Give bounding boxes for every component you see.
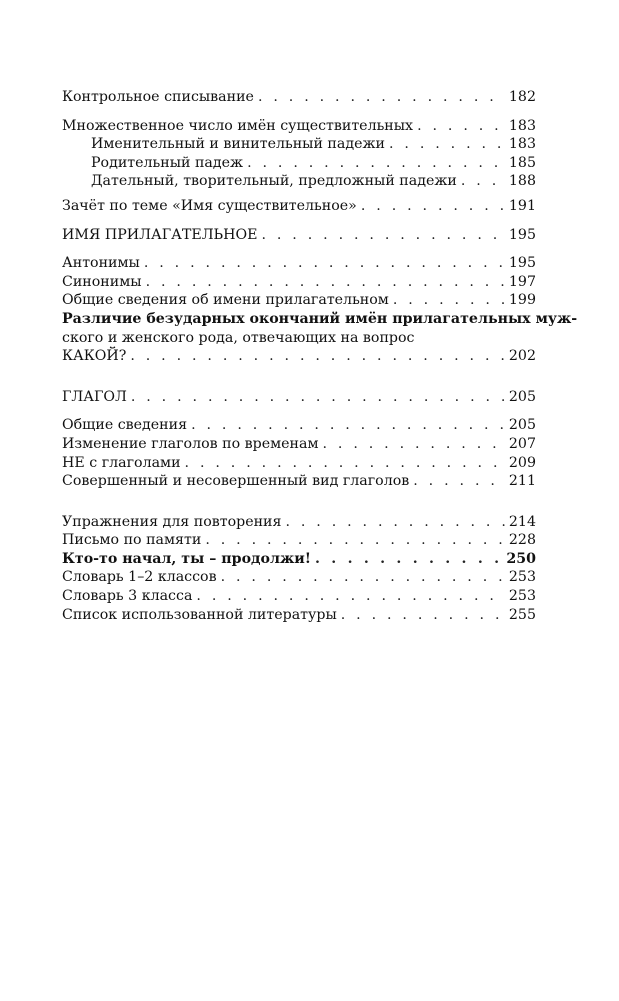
dot-leader (315, 550, 502, 569)
toc-entry-page: 191 (508, 197, 536, 214)
toc-entry[interactable] (62, 197, 536, 216)
toc-entry-page: 188 (508, 173, 536, 190)
toc-entry[interactable] (62, 531, 536, 550)
toc-section-heading[interactable] (62, 226, 536, 245)
toc-entry-title: Общие сведения об имени прилагательном (62, 292, 389, 309)
toc-entry-title: Синонимы (62, 273, 142, 290)
dot-leader (131, 388, 505, 407)
dot-leader (191, 416, 505, 435)
toc-entry-title: ГЛАГОЛ (62, 388, 127, 405)
toc-entry[interactable] (62, 472, 536, 491)
toc-entry-page: 211 (508, 473, 536, 490)
toc-entry[interactable] (62, 291, 536, 310)
toc-subentry[interactable] (62, 154, 536, 173)
dot-leader (185, 454, 505, 473)
toc-entry[interactable] (62, 513, 536, 532)
toc-entry[interactable] (62, 606, 536, 625)
toc-entry-title: Кто-то начал, ты – продолжи! (62, 550, 312, 567)
toc-entry[interactable] (62, 254, 536, 273)
toc-entry-page: 185 (508, 154, 536, 171)
toc-entry-multiline-cont (62, 329, 536, 348)
dot-leader (196, 587, 505, 606)
toc-entry-page: 183 (508, 117, 536, 134)
toc-entry-page: 228 (508, 532, 536, 549)
toc-entry-title: КАКОЙ? (62, 348, 127, 365)
dot-leader (323, 435, 505, 454)
toc-entry-title: Словарь 3 класса (62, 588, 193, 605)
dot-leader (130, 347, 505, 366)
dot-leader (393, 291, 505, 310)
toc-entry[interactable] (62, 347, 536, 366)
table-of-contents (62, 88, 578, 624)
toc-entry-title: Именительный и винительный падежи (91, 136, 385, 153)
toc-entry-page: 214 (508, 513, 536, 530)
dot-leader (417, 117, 505, 136)
toc-entry-page: 253 (508, 569, 536, 586)
toc-entry-page: 202 (508, 348, 536, 365)
toc-entry[interactable] (62, 117, 536, 136)
toc-entry-title: Письмо по памяти (62, 532, 202, 549)
toc-entry[interactable] (62, 568, 536, 587)
toc-entry-title: Упражнения для повторения (62, 513, 282, 530)
toc-entry-page: 182 (508, 89, 536, 105)
toc-entry[interactable] (62, 416, 536, 435)
toc-entry-page: 205 (508, 388, 536, 405)
toc-entry-title: Родительный падеж (91, 154, 244, 171)
toc-entry[interactable] (62, 273, 536, 292)
dot-leader (361, 197, 505, 216)
toc-entry[interactable] (62, 587, 536, 606)
toc-subentry[interactable] (62, 135, 536, 154)
dot-leader (221, 568, 505, 587)
dot-leader (285, 513, 504, 532)
toc-entry-title: Словарь 1–2 классов (62, 569, 217, 586)
toc-entry-title: Зачёт по теме «Имя существительное» (62, 197, 357, 214)
dot-leader (461, 172, 505, 191)
toc-entry-title-line: ского и женского рода, отвечающих на вопрос (62, 329, 415, 346)
toc-entry[interactable] (62, 88, 536, 107)
toc-entry-title: Контрольное списывание (62, 89, 254, 105)
toc-entry-page: 255 (508, 606, 536, 623)
toc-subentry[interactable] (62, 172, 536, 191)
dot-leader (261, 226, 504, 245)
toc-entry-page: 205 (508, 417, 536, 434)
toc-entry-title: Изменение глаголов по временам (62, 435, 319, 452)
toc-entry-title: Множественное число имён существительных (62, 117, 414, 134)
toc-entry-multiline[interactable] (62, 310, 578, 329)
dot-leader (341, 606, 505, 625)
toc-entry-page: 197 (508, 273, 536, 290)
toc-entry-page: 199 (508, 292, 536, 309)
toc-entry-title: ИМЯ ПРИЛАГАТЕЛЬНОЕ (62, 226, 258, 243)
toc-entry-title: НЕ с глаголами (62, 454, 181, 471)
toc-entry-page: 195 (508, 255, 536, 272)
toc-entry-title: Общие сведения (62, 417, 188, 434)
toc-entry[interactable] (62, 454, 536, 473)
dot-leader (205, 531, 505, 550)
dot-leader (258, 88, 505, 107)
toc-entry-page: 183 (508, 136, 536, 153)
toc-entry-page: 253 (508, 588, 536, 605)
toc-entry[interactable] (62, 550, 536, 569)
toc-entry-page: 195 (508, 226, 536, 243)
toc-entry-title: Совершенный и несовершенный вид глаголов (62, 473, 410, 490)
dot-leader (413, 472, 505, 491)
toc-entry[interactable] (62, 435, 536, 454)
dot-leader (146, 273, 505, 292)
toc-entry-title-line: Различие безударных окончаний имён прилагательных муж- (62, 310, 578, 327)
toc-entry-title: Антонимы (62, 255, 140, 272)
toc-entry-page: 207 (508, 435, 536, 452)
toc-entry-page: 209 (508, 454, 536, 471)
toc-entry-title: Список использованной литературы (62, 606, 337, 623)
dot-leader (389, 135, 505, 154)
toc-section-heading[interactable] (62, 388, 536, 407)
toc-entry-title: Дательный, творительный, предложный падежи (91, 173, 457, 190)
dot-leader (247, 154, 505, 173)
toc-entry-page: 250 (506, 550, 536, 567)
dot-leader (144, 254, 505, 273)
